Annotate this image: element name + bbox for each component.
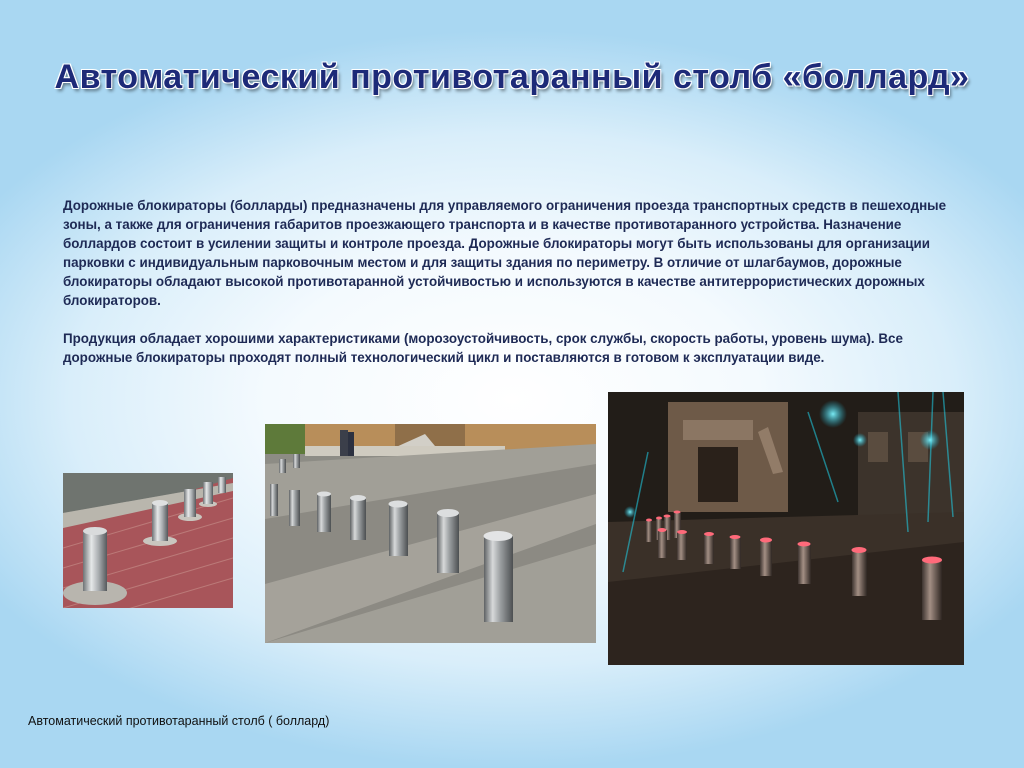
bollards-on-square-photo xyxy=(265,424,596,643)
bollards-on-paving-photo xyxy=(63,473,233,608)
paragraph-characteristics: Продукция обладает хорошими характеристиками (морозоустойчивость, срок службы, скорость работы, уровень шума). Все дорожные блокираторы проходят полный технологический цикл и поставляются в готовом к эксплуатации виде. xyxy=(63,331,903,365)
bollards-at-night-photo xyxy=(608,392,964,665)
slide-title: Автоматический противотаранный столб «боллард» xyxy=(54,58,970,96)
paragraph-purpose: Дорожные блокираторы (болларды) предназначены для управляемого ограничения проезда транспортных средств в пешеходные зоны, а также для ограничения габаритов проезжающего транспорта и в качестве противотаранного устройства. Назначение боллардов состоит в усилении защиты и контроле проезда. Дорожные блокираторы могут быть использованы для организации парковки с индивидуальным парковочным местом и для защиты здания по периметру. В отличие от шлагбаумов, дорожные блокираторы обладают высокой противотаранной устойчивостью и используются в качестве антитеррористических дорожных блокираторов. xyxy=(63,198,947,308)
slide-footer: Автоматический противотаранный столб ( боллард) xyxy=(28,714,330,728)
slide-body xyxy=(63,196,973,386)
